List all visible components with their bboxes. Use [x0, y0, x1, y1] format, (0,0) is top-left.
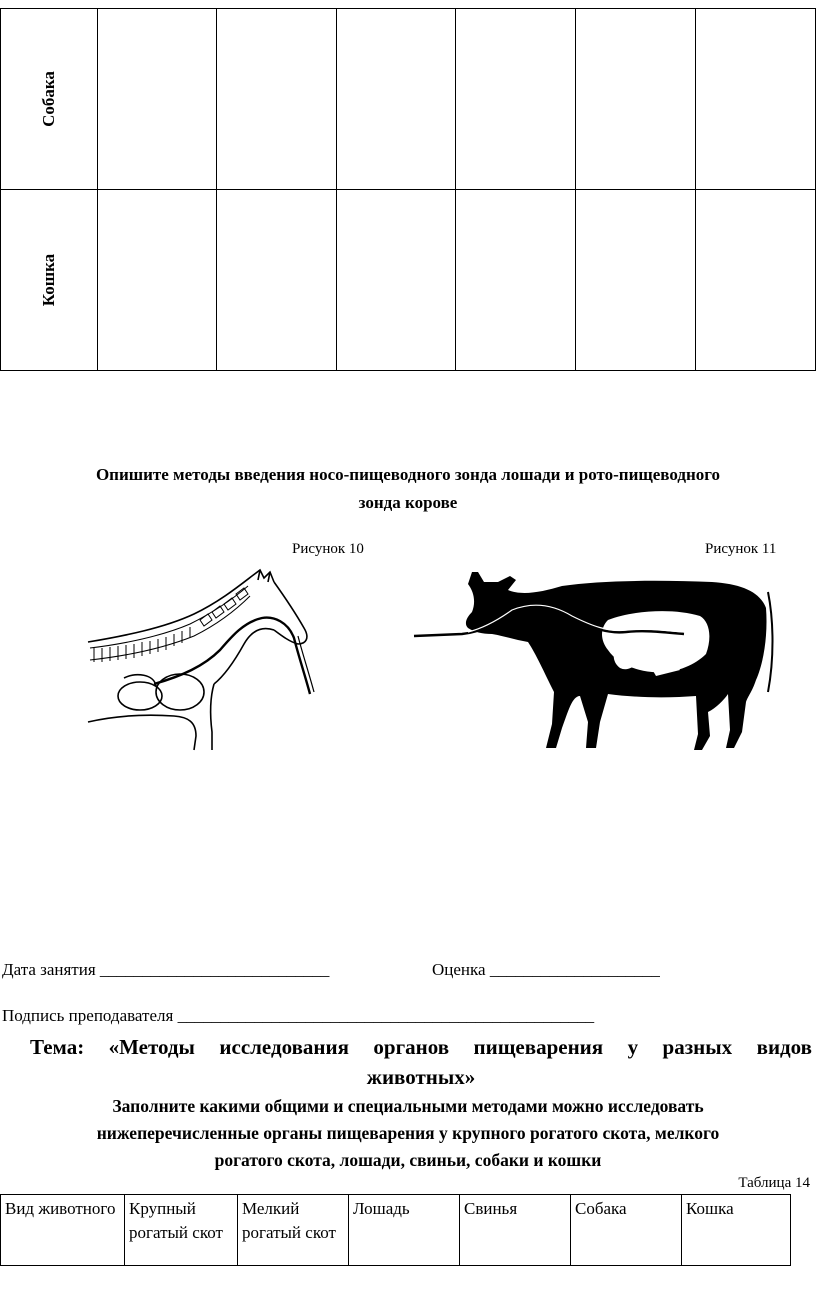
column-header-pig: Свинья	[460, 1195, 571, 1266]
figure-10-caption: Рисунок 10	[292, 541, 364, 557]
column-header-species: Вид животного	[1, 1195, 125, 1266]
table-cell[interactable]	[575, 190, 695, 371]
cow-orogastric-tube-figure	[412, 562, 774, 752]
column-header-cat: Кошка	[682, 1195, 791, 1266]
row-label-cat: Кошка	[38, 253, 58, 307]
table-cell[interactable]	[336, 190, 456, 371]
date-label: Дата занятия	[2, 960, 96, 979]
task-line1: Заполните какими общими и специальными методами можно исследовать	[112, 1096, 704, 1116]
grade-label: Оценка	[432, 960, 486, 979]
figure-11-caption: Рисунок 11	[705, 541, 777, 557]
table-header-row	[1, 1195, 791, 1266]
section-heading-line2: зонда корове	[358, 493, 458, 512]
row-label-dog: Собака	[38, 71, 58, 127]
table-row	[1, 190, 816, 371]
task-line3: рогатого скота, лошади, свиньи, собаки и кошки	[214, 1150, 602, 1170]
digestive-methods-table	[0, 1194, 791, 1266]
table-cell[interactable]	[97, 190, 217, 371]
column-header-small-ruminants: Мелкий рогатый скот	[238, 1195, 349, 1266]
table-cell[interactable]	[575, 9, 695, 190]
table-number-label: Таблица 14	[738, 1175, 810, 1191]
table-cell[interactable]	[695, 9, 815, 190]
table-cell[interactable]	[695, 190, 815, 371]
species-methods-table-continued	[0, 8, 816, 371]
table-cell[interactable]	[456, 190, 576, 371]
table-cell[interactable]	[456, 9, 576, 190]
column-header-horse: Лошадь	[349, 1195, 460, 1266]
date-field[interactable]	[2, 960, 329, 980]
column-header-dog: Собака	[571, 1195, 682, 1266]
horse-nasogastric-tube-figure	[84, 566, 324, 756]
table-row	[1, 9, 816, 190]
table-cell[interactable]	[217, 190, 337, 371]
date-blank[interactable]: ___________________________	[99, 960, 330, 979]
signature-blank[interactable]: _________________________________________________	[177, 1006, 595, 1025]
table-cell[interactable]	[97, 9, 217, 190]
section-heading-line1: Опишите методы введения носо-пищеводного зонда лошади и рото-пищеводного	[95, 465, 721, 484]
signature-field[interactable]	[2, 1006, 594, 1026]
grade-field[interactable]	[432, 960, 660, 980]
row-header-cell	[1, 190, 98, 371]
row-header-cell	[1, 9, 98, 190]
table-cell[interactable]	[336, 9, 456, 190]
table-cell[interactable]	[217, 9, 337, 190]
grade-blank[interactable]: ____________________	[489, 960, 660, 979]
signature-label: Подпись преподавателя	[2, 1006, 174, 1025]
column-header-cattle: Крупный рогатый скот	[125, 1195, 238, 1266]
topic-title: Тема: «Методы исследования органов пищеварения у разных видов животных»	[30, 1035, 812, 1089]
task-line2: нижеперечисленные органы пищеварения у крупного рогатого скота, мелкого	[96, 1123, 720, 1143]
